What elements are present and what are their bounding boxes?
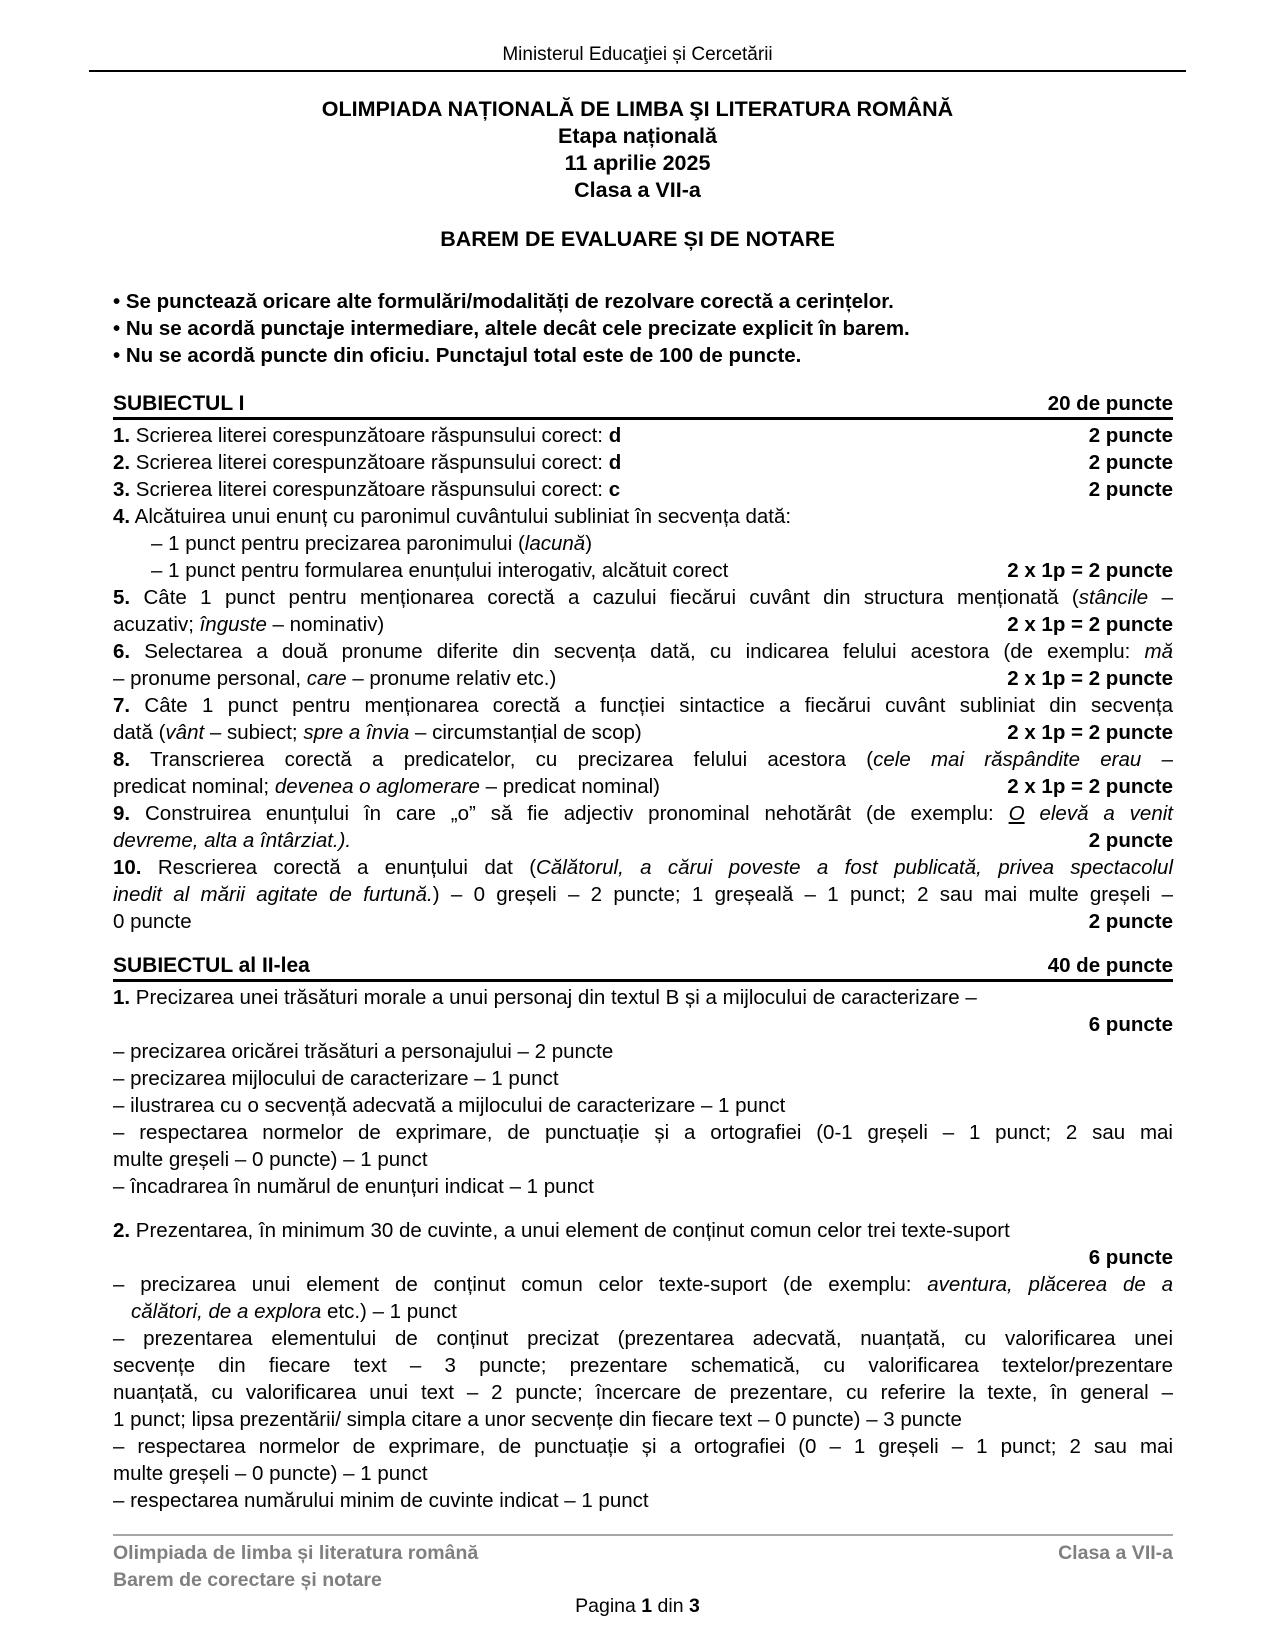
- text-run: 10.: [113, 856, 142, 879]
- text-run: Scrierea literei corespunzătoare răspunsului corect:: [130, 451, 609, 474]
- text-run: – precizarea oricărei trăsături a personajului – 2 puncte: [113, 1040, 614, 1063]
- document-title: [0, 96, 1275, 204]
- text-run: Scrierea literei corespunzătoare răspunsului corect:: [130, 424, 609, 447]
- body-line: [113, 1487, 1173, 1514]
- text-run: d: [608, 451, 622, 474]
- body-line: [113, 1406, 1173, 1433]
- body-line: [113, 692, 1173, 719]
- text-run: Selectarea a două pronume diferite din secvența dată, cu indicarea felului acestora (de exemplu:: [130, 640, 1145, 663]
- text-run: lacună: [524, 532, 586, 555]
- body-line: [113, 557, 1173, 584]
- bullet-list: [113, 288, 1173, 369]
- text-run: predicat nominal;: [113, 775, 275, 798]
- text-run: ) – 0 greșeli – 2 puncte; 1 greșeală – 1 punct; 2 sau mai multe greșeli –: [432, 883, 1173, 906]
- text-run: Câte 1 punct pentru menționarea corectă a funcției sintactice a fiecărui cuvânt subliniat din secvența: [130, 694, 1173, 717]
- body-line: [113, 611, 1173, 638]
- footer-left-line1: Olimpiada de limba și literatura română: [113, 1542, 479, 1564]
- body-line: [113, 503, 1173, 530]
- text-run: 3.: [113, 478, 131, 501]
- text-run: stâncile: [1078, 586, 1149, 609]
- body-line: [113, 908, 1173, 935]
- body-line: [113, 665, 1173, 692]
- text-run: înguste: [199, 613, 267, 636]
- body-line: [113, 584, 1173, 611]
- page-number: [0, 1593, 1275, 1620]
- body-line: [113, 530, 1173, 557]
- text-run: Rescrierea corectă a enunțului dat (: [141, 856, 537, 879]
- points-value: 2 puncte: [1088, 829, 1173, 852]
- section-points: 20 de puncte: [1047, 392, 1173, 415]
- body-line: [113, 476, 1173, 503]
- text-run: Scrierea literei corespunzătoare răspunsului corect:: [130, 478, 609, 501]
- text-run: – pronume relativ etc.): [346, 667, 557, 690]
- text-run: mă: [1144, 640, 1173, 663]
- text-run: 9.: [113, 802, 131, 825]
- text-run: – precizarea unui element de conținut comun celor texte-suport (de exemplu:: [113, 1273, 928, 1296]
- points-value: 2 puncte: [1088, 478, 1173, 501]
- body-line: [113, 1433, 1173, 1460]
- text-run: – precizarea mijlocului de caracterizare – 1 punct: [113, 1067, 559, 1090]
- text-run: vânt: [165, 721, 205, 744]
- body-line: [113, 638, 1173, 665]
- text-run: inedit al mării agitate de furtună.: [113, 883, 433, 906]
- text-run: c: [608, 478, 621, 501]
- text-run: ): [585, 532, 593, 555]
- text-run: –: [1148, 586, 1173, 609]
- body-line: [113, 984, 1173, 1011]
- footer-rule: [113, 1534, 1173, 1536]
- body-line: [113, 1173, 1173, 1200]
- text-run: 5.: [113, 586, 131, 609]
- text-run: –: [1141, 748, 1173, 771]
- body-line: [113, 1217, 1173, 1244]
- points-value: 2 puncte: [1088, 910, 1173, 933]
- points-value: 2 x 1p = 2 puncte: [1007, 613, 1173, 636]
- header-rule: [89, 70, 1186, 72]
- points-value: 2 puncte: [1088, 424, 1173, 447]
- body-line: [113, 1271, 1173, 1298]
- body-line: [113, 719, 1173, 746]
- body-line: [113, 746, 1173, 773]
- text-run: – circumstanțial de scop): [409, 721, 642, 744]
- text-run: Câte 1 punct pentru menționarea corectă a cazului fiecărui cuvânt din structura menționată (: [130, 586, 1079, 609]
- body-line: [113, 800, 1173, 827]
- text-run: dată (: [113, 721, 166, 744]
- points-value: 2 x 1p = 2 puncte: [1007, 721, 1173, 744]
- text-run: 1 punct; lipsa prezentării/ simpla citare a unor secvențe din fiecare text – 0 puncte) – 3 puncte: [113, 1408, 962, 1431]
- text-run: devreme, alta a întârziat.).: [113, 829, 352, 852]
- page-number-total: 3: [689, 1595, 700, 1617]
- text-run: – nominativ): [266, 613, 385, 636]
- body-line: [113, 449, 1173, 476]
- text-run: – respectarea numărului minim de cuvinte indicat – 1 punct: [113, 1489, 649, 1512]
- section-points: 40 de puncte: [1047, 954, 1173, 977]
- body-line: [113, 881, 1173, 908]
- text-run: elevă a venit: [1024, 802, 1173, 825]
- text-run: călători, de a explora: [131, 1300, 322, 1323]
- points-value: 2 x 1p = 2 puncte: [1007, 559, 1173, 582]
- body-line: [113, 1065, 1173, 1092]
- body-line: [113, 827, 1173, 854]
- title-line-3: 11 aprilie 2025: [564, 151, 711, 175]
- text-run: – 1 punct pentru formularea enunțului interogativ, alcătuit corect: [151, 559, 729, 582]
- body-line: [113, 1460, 1173, 1487]
- page-number-label: Pagina: [575, 1595, 642, 1617]
- footer-left-line2: Barem de corectare și notare: [113, 1569, 382, 1591]
- points-value: 2 puncte: [1088, 451, 1173, 474]
- section-title: SUBIECTUL al II-lea: [113, 954, 310, 977]
- text-run: – ilustrarea cu o secvență adecvată a mijlocului de caracterizare – 1 punct: [113, 1094, 786, 1117]
- text-run: – prezentarea elementului de conținut precizat (prezentarea adecvată, nuanțată, cu valorificarea unei: [113, 1327, 1173, 1350]
- text-run: multe greșeli – 0 puncte) – 1 punct: [113, 1462, 428, 1485]
- bullet-item: • Nu se acordă puncte din oficiu. Punctajul total este de 100 de puncte.: [113, 344, 802, 367]
- section-heading: [113, 953, 1173, 982]
- text-run: 2.: [113, 451, 131, 474]
- text-run: secvențe din fiecare text – 3 puncte; prezentare schematică, cu valorificarea textelor/prezentare: [113, 1354, 1173, 1377]
- page-number-current: 1: [641, 1595, 653, 1617]
- title-line-1: OLIMPIADA NAȚIONALĂ DE LIMBA ŞI LITERATURA ROMÂNĂ: [321, 97, 954, 121]
- bullet-item: • Nu se acordă punctaje intermediare, altele decât cele precizate explicit în barem.: [113, 317, 910, 340]
- text-run: spre a învia: [303, 721, 410, 744]
- text-run: – respectarea normelor de exprimare, de punctuație și a ortografiei (0-1 greșeli – 1 punct; 2 sau mai: [113, 1121, 1173, 1144]
- text-run: nuanțată, cu valorificarea unui text – 2 puncte; încercare de prezentare, cu referire la texte, în general –: [113, 1381, 1173, 1404]
- text-run: Precizarea unei trăsături morale a unui personaj din textul B și a mijlocului de caracterizare –: [130, 986, 977, 1009]
- text-run: aventura, plăcerea de a: [927, 1273, 1174, 1296]
- text-run: Prezentarea, în minimum 30 de cuvinte, a unui element de conținut comun celor trei texte-suport: [130, 1219, 1010, 1242]
- body-line: [113, 1298, 1173, 1325]
- ministry-header: Ministerul Educaţiei și Cercetării: [502, 44, 773, 65]
- text-run: Construirea enunțului în care „o” să fie adjectiv pronominal nehotărât (de exemplu:: [130, 802, 1009, 825]
- points-value: 6 puncte: [1088, 1246, 1173, 1269]
- text-run: – pronume personal,: [113, 667, 307, 690]
- text-run: 6.: [113, 640, 131, 663]
- body-line: [113, 1119, 1173, 1146]
- body-line: [113, 1200, 1173, 1217]
- body-line: [113, 1146, 1173, 1173]
- text-run: 1.: [113, 986, 131, 1009]
- text-run: etc.) – 1 punct: [321, 1300, 457, 1323]
- footer: [113, 1534, 1173, 1594]
- text-run: 1.: [113, 424, 131, 447]
- content: [113, 391, 1173, 1514]
- bullet-item: • Se punctează oricare alte formulări/modalități de rezolvare corectă a cerințelor.: [113, 290, 894, 313]
- barem-title: BAREM DE EVALUARE ȘI DE NOTARE: [440, 227, 835, 251]
- body-line: [113, 773, 1173, 800]
- text-run: 7.: [113, 694, 131, 717]
- title-line-2: Etapa națională: [558, 124, 717, 148]
- text-run: acuzativ;: [113, 613, 200, 636]
- body-line: [113, 422, 1173, 449]
- text-run: – respectarea normelor de exprimare, de punctuație și a ortografiei (0 – 1 greșeli – 1 punct; 2 sau mai: [113, 1435, 1173, 1458]
- text-run: cele mai răspândite erau: [873, 748, 1142, 771]
- text-run: O: [1008, 802, 1025, 825]
- text-run: devenea o aglomerare: [274, 775, 480, 798]
- text-run: care: [306, 667, 347, 690]
- text-run: 8.: [113, 748, 131, 771]
- text-run: multe greșeli – 0 puncte) – 1 punct: [113, 1148, 428, 1171]
- text-run: 2.: [113, 1219, 131, 1242]
- points-value: 6 puncte: [1088, 1013, 1173, 1036]
- text-run: Alcătuirea unui enunț cu paronimul cuvântului subliniat în secvența dată:: [130, 505, 792, 528]
- body-line: [113, 1325, 1173, 1352]
- points-value: 2 x 1p = 2 puncte: [1007, 667, 1173, 690]
- body-line: [113, 1379, 1173, 1406]
- text-run: Călătorul, a cărui poveste a fost publicată, privea spectacolul: [536, 856, 1173, 879]
- body-line: [113, 1011, 1173, 1038]
- text-run: – încadrarea în numărul de enunțuri indicat – 1 punct: [113, 1175, 594, 1198]
- points-value: 2 x 1p = 2 puncte: [1007, 775, 1173, 798]
- footer-right-class: Clasa a VII-a: [1058, 1542, 1173, 1564]
- text-run: – predicat nominal): [479, 775, 660, 798]
- section-title: SUBIECTUL I: [113, 392, 245, 415]
- title-line-4: Clasa a VII-a: [574, 178, 701, 202]
- body-line: [113, 1244, 1173, 1271]
- body-line: [113, 1352, 1173, 1379]
- text-run: – 1 punct pentru precizarea paronimului (: [151, 532, 525, 555]
- page-number-separator: din: [652, 1595, 689, 1617]
- text-run: d: [608, 424, 622, 447]
- section-heading: [113, 391, 1173, 420]
- text-run: 0 puncte: [113, 910, 192, 933]
- body-line: [113, 854, 1173, 881]
- text-run: 4.: [113, 505, 131, 528]
- text-run: – subiect;: [204, 721, 304, 744]
- body-line: [113, 1092, 1173, 1119]
- body-line: [113, 1038, 1173, 1065]
- text-run: Transcrierea corectă a predicatelor, cu precizarea felului acestora (: [130, 748, 874, 771]
